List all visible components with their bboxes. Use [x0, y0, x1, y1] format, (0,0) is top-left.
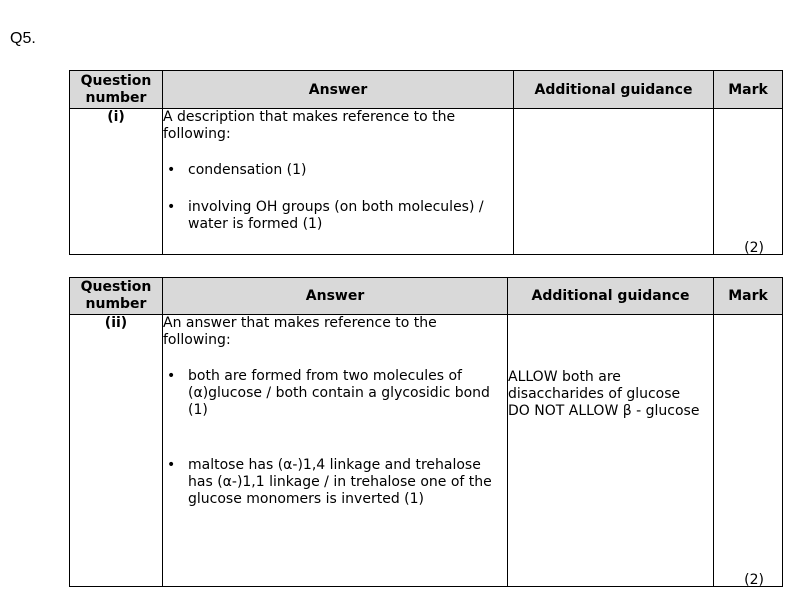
guidance-allow: ALLOW both are disaccharides of glucose [508, 369, 681, 402]
header-row [70, 278, 783, 315]
mark-scheme-table-ii [69, 277, 783, 587]
table-row [70, 109, 783, 255]
mark-cell [714, 315, 783, 587]
question-number-header-line1: Question [80, 72, 152, 89]
answer-bullet-list [163, 368, 507, 508]
guidance-header: Additional guidance [514, 71, 714, 109]
answer-intro: An answer that makes reference to the following: [163, 315, 437, 348]
guidance-cell [514, 109, 714, 255]
mark-header: Mark [714, 71, 783, 109]
guidance-cell [508, 315, 714, 587]
question-number-header-line2: number [85, 89, 147, 106]
mark-header: Mark [714, 278, 783, 315]
answer-cell [163, 109, 514, 255]
question-number-header [70, 71, 163, 109]
answer-bullet: • involving OH groups (on both molecules) / water is formed (1) [163, 199, 513, 233]
question-number-header-line1: Question [80, 279, 152, 295]
answer-cell [163, 315, 508, 587]
header-row [70, 71, 783, 109]
answer-bullet: • condensation (1) [163, 162, 513, 179]
answer-intro: A description that makes reference to the following: [163, 109, 456, 142]
answer-bullet: • maltose has (α-)1,4 linkage and trehalose has (α-)1,1 linkage / in trehalose one of the glucose monomers is inverted (1) [163, 457, 507, 508]
table-row [70, 315, 783, 587]
question-number-cell: (ii) [70, 315, 163, 587]
question-number-header-line2: number [85, 296, 147, 312]
question-number-header [70, 278, 163, 315]
mark-scheme-table-i [69, 70, 783, 255]
answer-bullet: • both are formed from two molecules of (α)glucose / both contain a glycosidic bond (1) [163, 368, 507, 419]
answer-bullet-list [163, 162, 513, 233]
mark-value: (2) [744, 240, 764, 256]
mark-value: (2) [744, 572, 764, 588]
answer-header: Answer [163, 71, 514, 109]
mark-cell [714, 109, 783, 255]
guidance-do-not-allow: DO NOT ALLOW β - glucose [508, 403, 700, 419]
answer-header: Answer [163, 278, 508, 315]
question-label: Q5. [10, 30, 36, 47]
question-number-cell: (i) [70, 109, 163, 255]
guidance-header: Additional guidance [508, 278, 714, 315]
